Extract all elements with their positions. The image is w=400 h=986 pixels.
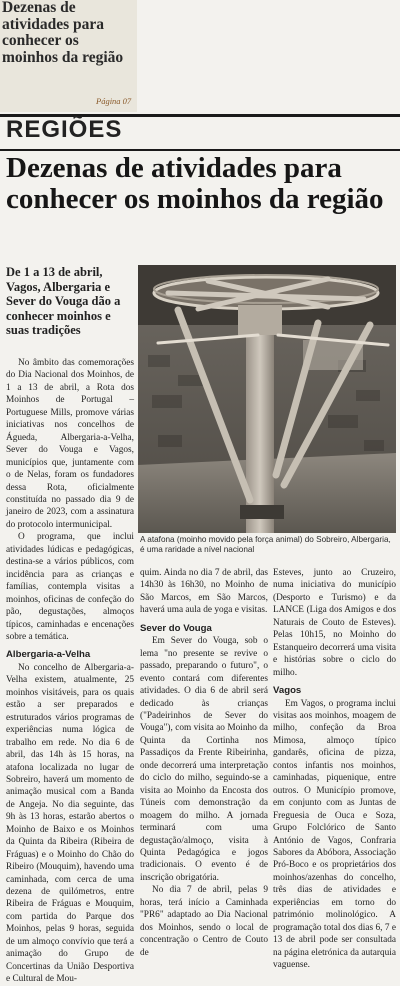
teaser-page-ref: Página 07 [96,96,132,106]
subheading-sever-do-vouga: Sever do Vouga [140,622,212,634]
article-lead: De 1 a 13 de abril, Vagos, Albergaria e Sever do Vouga dão a conhecer moinhos e suas tradições [6,265,121,337]
paragraph: O programa, que inclui atividades lúdicas e pedagógicas, destina-se a vários públicos, com incidência para as crianças e famílias, contempla visitas a moinhos, oficinas de confeção do pão, degustações, almoços típicos, caminhadas e encenações sobre a temática. [6,532,134,642]
subheading-vagos: Vagos [273,685,302,697]
atafona-photo-image [138,265,396,533]
article-column-1 [6,357,134,986]
subheading-albergaria: Albergaria-a-Velha [6,649,91,661]
paragraph: quim. Ainda no dia 7 de abril, das 14h30 às 16h30, no Moinho de São Marcos, em São Marcos, haverá uma aula de yoga e visitas. [140,568,268,616]
teaser-title[interactable]: Dezenas de atividades para conhecer os moinhos da região [2,0,124,66]
paragraph: Esteves, junto ao Cruzeiro, numa iniciativa do município (Desporto e Turismo) e da LANCE (Liga dos Amigos e dos Naturais de Couto de Esteves). Pelas 10h15, no Moinho do Estanqueiro decorrerá uma visita e histórias sobre o ciclo do milho. [273,568,396,678]
section-title: REGIÕES [6,116,123,143]
article-column-3 [273,567,396,972]
paragraph: Em Sever do Vouga, sob o lema "no presente se revive o passado, preparando o futuro", o evento contará com diferentes atividades. O dia 6 de abril será dedicado às crianças ("Padeirinhos de Sever do Vouga"), com visita ao Moinho da Quinta da Cortinha nos Passadiços da Frente Ribeirinha, onde decorrerá uma interpretação do ciclo do milho, seguindo-se a visita ao Moinho da Encosta dos Túneis com demonstração da moagem do milho. A jornada terminará com uma degustação/almoço, visita à Quinta Pedagógica e jogos tradicionais. O evento é de inscrição obrigatória. [140,636,268,883]
article-column-2 [140,567,268,959]
paragraph: No dia 7 de abril, pelas 9 horas, terá início a Caminhada "PR6" adaptado ao Dia Nacional dos Moinhos, sendo o local de concentração o Centro de Couto de [140,885,268,958]
photo-caption: A atafona (moinho movido pela força animal) do Sobreiro, Albergaria, é uma raridade a nível nacional [140,535,391,554]
paragraph: Em Vagos, o programa inclui visitas aos moinhos, moagem de milho, confeção da Broa Mimosa, almoço típico gandarês, oficina de pizza, contos infantis nos moinhos, caminhadas, piquenique, entre outros. O Município promove, em conjunto com as Juntas de Freguesia de Ouca e Soza, Grupo Folclórico de Santo António de Vagos, Confraria Sabores da Abóbora, Associação Pró-Boco e os proprietários dos moinhos/azenhas do concelho, três dias de atividades e experiências em torno do património molinológico. A programação total dos dias 6, 7 e 13 de abril pode ser consultada na página eletrónica da autarquia vaguense. [273,698,396,971]
article-photo [138,265,396,533]
article-headline: Dezenas de atividades para conhecer os moinhos da região [6,152,384,215]
paragraph: No âmbito das comemorações do Dia Nacional dos Moinhos, de 1 a 13 de abril, a Rota dos Moinhos de Portugal – Portuguese Mills, promove várias iniciativas nos concelhos de Águeda, Albergaria-a-Velha, Sever do Vouga e Vagos, municípios que, juntamente com o de Nelas, foram os fundadores dessa Rota, oficialmente constituída no passado dia 9 de janeiro de 2023, com a assinatura do protocolo intermunicipal. [6,358,134,530]
paragraph: No concelho de Albergaria-a-Velha existem, atualmente, 25 moinhos visitáveis, para os quais estão a ser preparados e estruturados vários programas de experiências numa lógica de trabalho em rede. No dia 6 de abril, das 14h às 15 horas, na atafona localizada no lugar de Sobreiro, haverá um momento de animação musical com a Banda de Angeja. No dia seguinte, das 9h às 13 horas, estarão abertos o Moinho de Baixo e os Moinhos da Quinta da Ribeira (Ribeira de Fráguas) e o Moinho do Chão do Ribeiro (Mouquim), havendo uma caminhada, com cerca de uma dezena de quilómetros, entre Ribeira de Fráguas e Mouquim, com partida do Parque dos Moinhos, pelas 9 horas, seguida de um almoço convívio que terá a animação do Grupo de Concertinas da União Desportiva e Cultural de Mou- [6,662,134,985]
